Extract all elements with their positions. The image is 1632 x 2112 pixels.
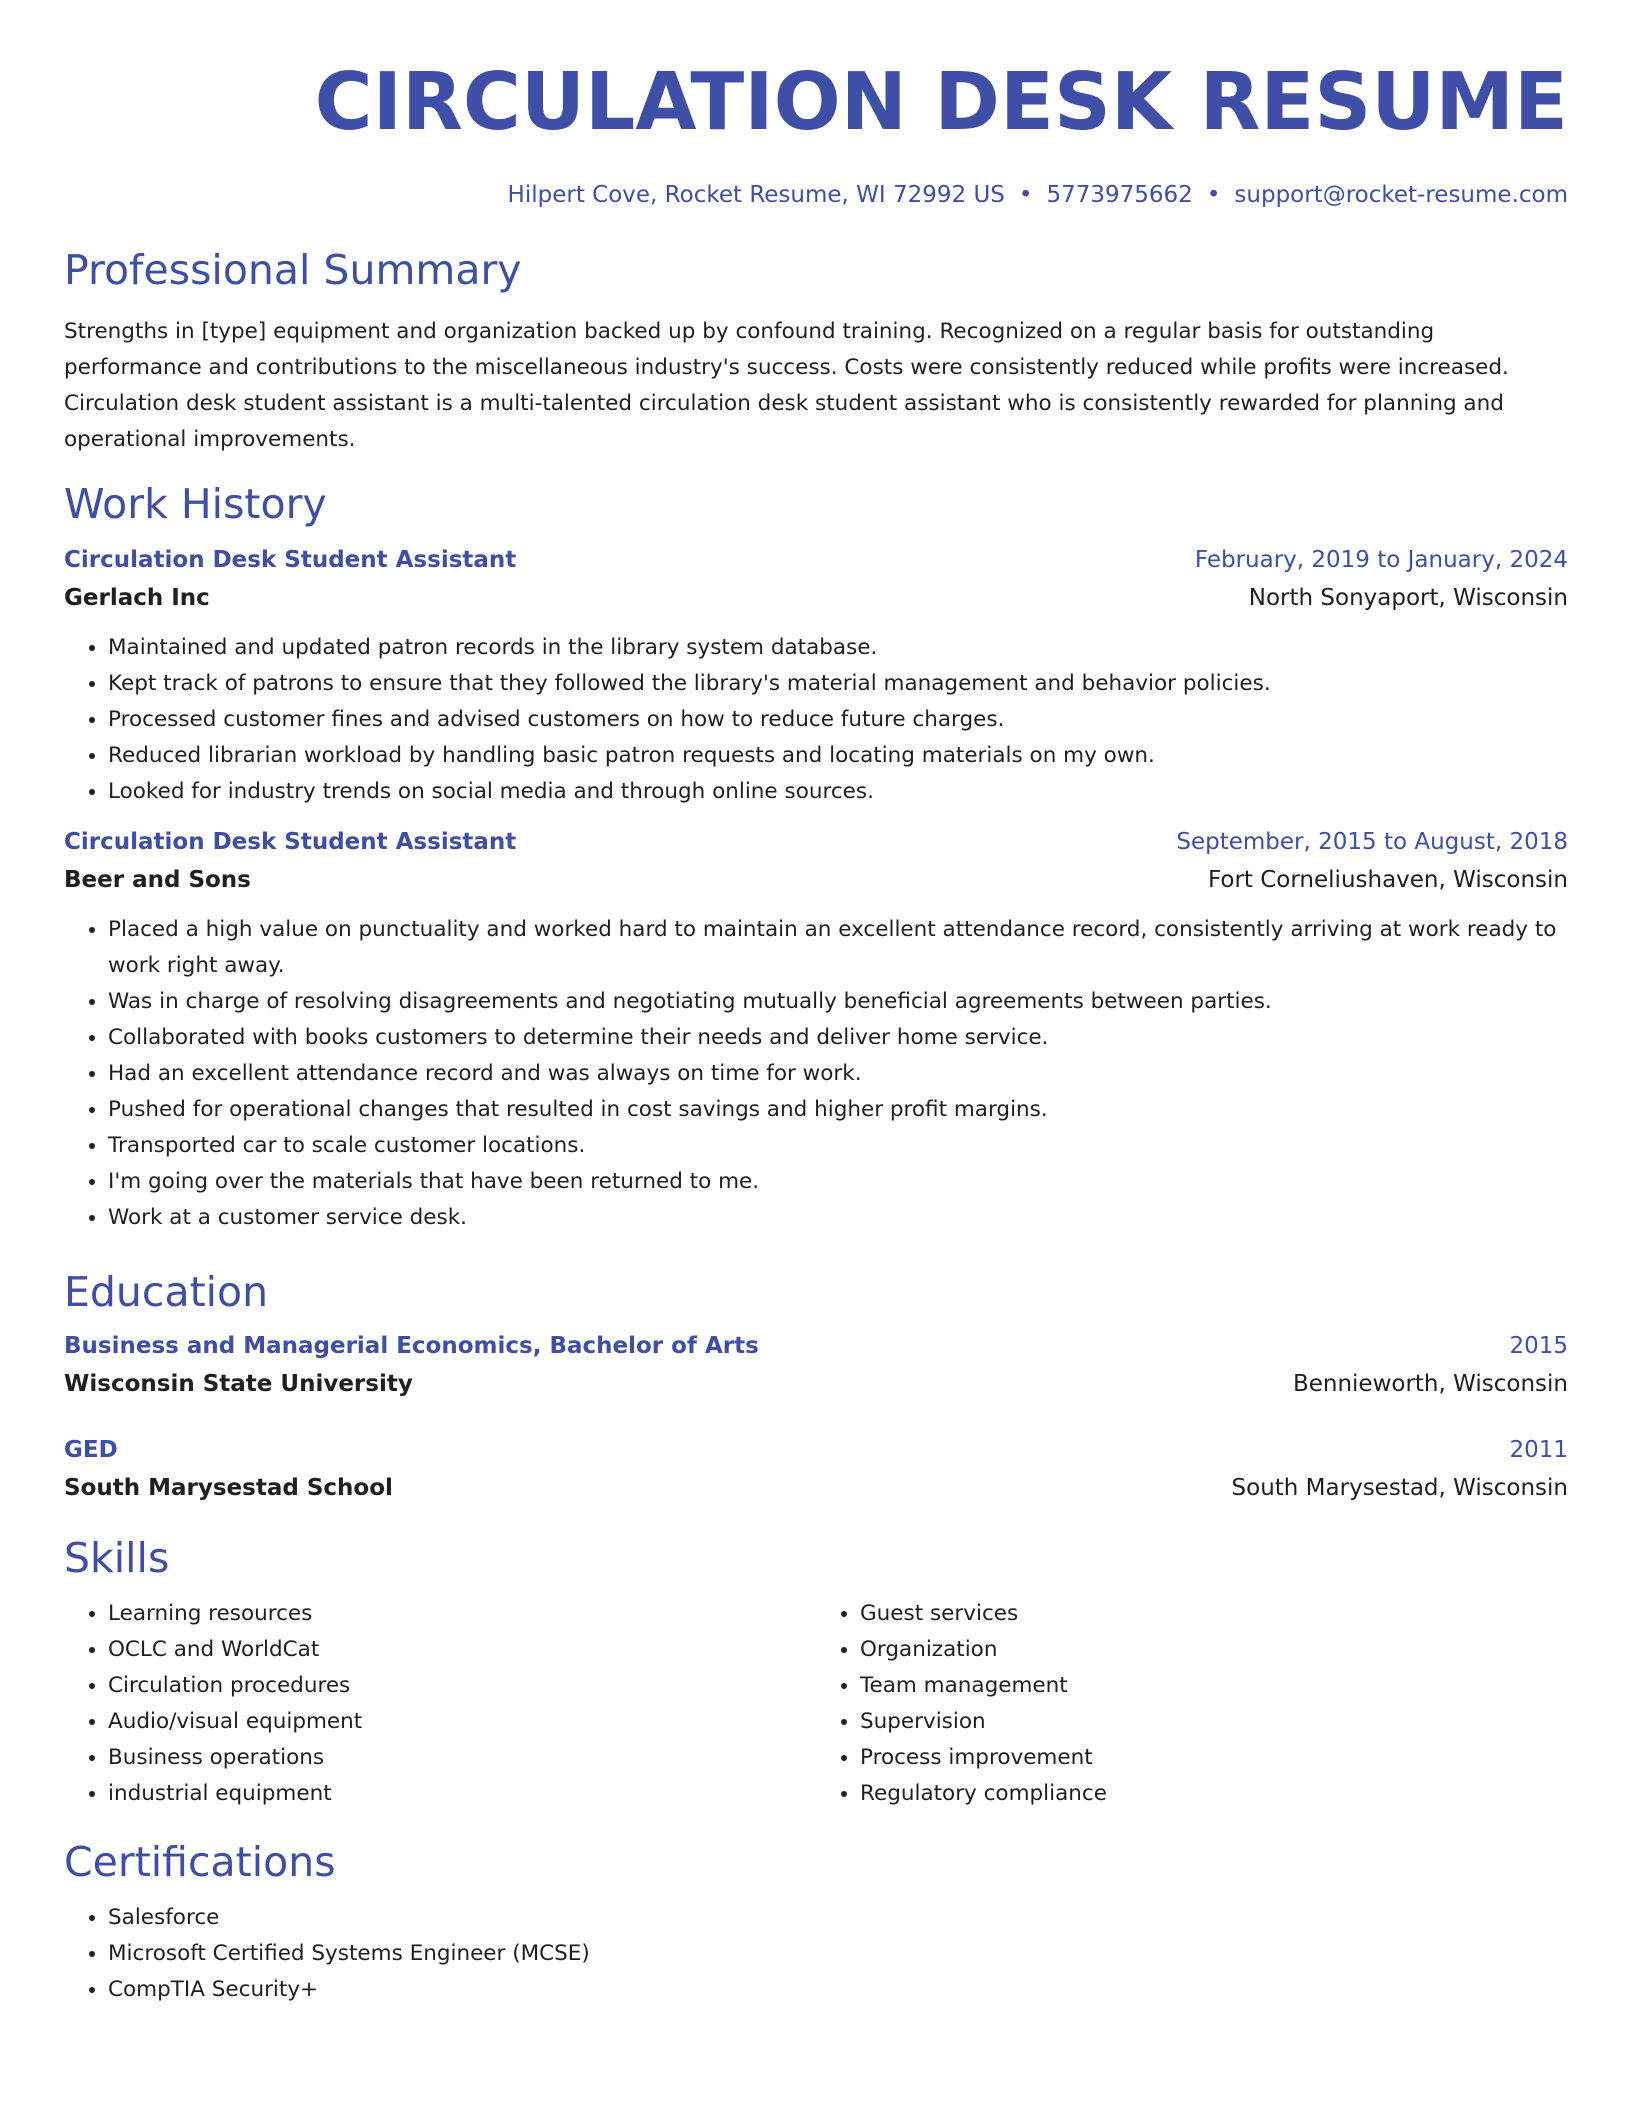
job-company: Gerlach Inc [64, 585, 210, 611]
job-entry [64, 542, 1568, 810]
job-dates: September, 2015 to August, 2018 [1176, 829, 1568, 855]
job-bullet: • I'm going over the materials that have been returned to me. [108, 1164, 1568, 1200]
job-subheader [64, 578, 1568, 618]
education-school: Wisconsin State University [64, 1371, 413, 1397]
section-title-work-history: Work History [64, 480, 327, 528]
skill-item: • Circulation procedures [108, 1668, 816, 1704]
job-bullet: • Reduced librarian workload by handling basic patron requests and locating materials on my own. [108, 738, 1568, 774]
skills-list-right [816, 1596, 1568, 1812]
job-header [64, 824, 1568, 860]
section-title-skills: Skills [64, 1534, 170, 1582]
job-bullet: • Was in charge of resolving disagreements and negotiating mutually beneficial agreements between parties. [108, 984, 1568, 1020]
job-title: Circulation Desk Student Assistant [64, 547, 517, 573]
job-bullet: • Had an excellent attendance record and was always on time for work. [108, 1056, 1568, 1092]
skills-list-left [64, 1596, 816, 1812]
education-subheader [64, 1468, 1568, 1508]
skill-item: • Team management [860, 1668, 1568, 1704]
job-bullet: • Transported car to scale customer locations. [108, 1128, 1568, 1164]
contact-separator: • [1206, 182, 1221, 208]
education-degree: Business and Managerial Economics, Bachelor of Arts [64, 1333, 759, 1359]
certification-item: • CompTIA Security+ [108, 1972, 1568, 2008]
job-bullet: • Collaborated with books customers to determine their needs and deliver home service. [108, 1020, 1568, 1056]
skill-item: • Organization [860, 1632, 1568, 1668]
skill-item: • Guest services [860, 1596, 1568, 1632]
education-school: South Marysestad School [64, 1475, 393, 1501]
education-year: 2015 [1509, 1333, 1568, 1359]
certification-item: • Salesforce [108, 1900, 1568, 1936]
certification-item: • Microsoft Certified Systems Engineer (MCSE) [108, 1936, 1568, 1972]
education-year: 2011 [1509, 1437, 1568, 1463]
section-title-education: Education [64, 1268, 269, 1316]
job-bullet: • Processed customer fines and advised customers on how to reduce future charges. [108, 702, 1568, 738]
contact-line [64, 180, 1568, 210]
job-title: Circulation Desk Student Assistant [64, 829, 517, 855]
skill-item: • Supervision [860, 1704, 1568, 1740]
job-bullet: • Work at a customer service desk. [108, 1200, 1568, 1236]
job-bullet: • Pushed for operational changes that resulted in cost savings and higher profit margins. [108, 1092, 1568, 1128]
job-dates: February, 2019 to January, 2024 [1194, 547, 1568, 573]
education-location: Bennieworth, Wisconsin [1292, 1371, 1568, 1397]
contact-separator: • [1018, 182, 1033, 208]
job-entry [64, 824, 1568, 1236]
skill-item: • Business operations [108, 1740, 816, 1776]
section-title-summary: Professional Summary [64, 246, 522, 294]
job-subheader [64, 860, 1568, 900]
job-bullets [64, 630, 1568, 810]
summary-text: Strengths in [type] equipment and organization backed up by confound training. Recognized on a regular basis for outstanding performance and contributions to the miscellaneous industry's success. Costs were consistently reduced while profits were increased. Circulation desk student assistant is a multi-talented circulation desk student assistant who is consistently rewarded for planning and operational improvements. [64, 319, 1509, 452]
contact-phone: 5773975662 [1046, 182, 1193, 208]
education-location: South Marysestad, Wisconsin [1231, 1475, 1568, 1501]
skill-item: • Process improvement [860, 1740, 1568, 1776]
education-degree: GED [64, 1437, 118, 1463]
job-location: Fort Corneliushaven, Wisconsin [1207, 867, 1568, 893]
education-entry [64, 1432, 1568, 1508]
job-header [64, 542, 1568, 578]
skills-grid [64, 1596, 1568, 1812]
certifications-list [64, 1900, 1568, 2008]
job-bullet: • Maintained and updated patron records in the library system database. [108, 630, 1568, 666]
contact-email[interactable]: support@rocket-resume.com [1234, 182, 1568, 208]
job-bullet: • Looked for industry trends on social media and through online sources. [108, 774, 1568, 810]
skill-item: • Regulatory compliance [860, 1776, 1568, 1812]
education-subheader [64, 1364, 1568, 1404]
job-bullets [64, 912, 1568, 1236]
job-location: North Sonyaport, Wisconsin [1248, 585, 1568, 611]
job-bullet: • Kept track of patrons to ensure that they followed the library's material management and behavior policies. [108, 666, 1568, 702]
job-bullet: • Placed a high value on punctuality and worked hard to maintain an excellent attendance record, consistently arriving at work ready to work right away. [108, 912, 1568, 984]
skill-item: • Learning resources [108, 1596, 816, 1632]
contact-address: Hilpert Cove, Rocket Resume, WI 72992 US [507, 182, 1005, 208]
skill-item: • OCLC and WorldCat [108, 1632, 816, 1668]
skill-item: • Audio/visual equipment [108, 1704, 816, 1740]
education-entry [64, 1328, 1568, 1404]
section-title-certifications: Certifications [64, 1838, 336, 1886]
education-header [64, 1328, 1568, 1364]
skill-item: • industrial equipment [108, 1776, 816, 1812]
education-header [64, 1432, 1568, 1468]
resume-title: CIRCULATION DESK RESUME [314, 56, 1568, 148]
job-company: Beer and Sons [64, 867, 251, 893]
